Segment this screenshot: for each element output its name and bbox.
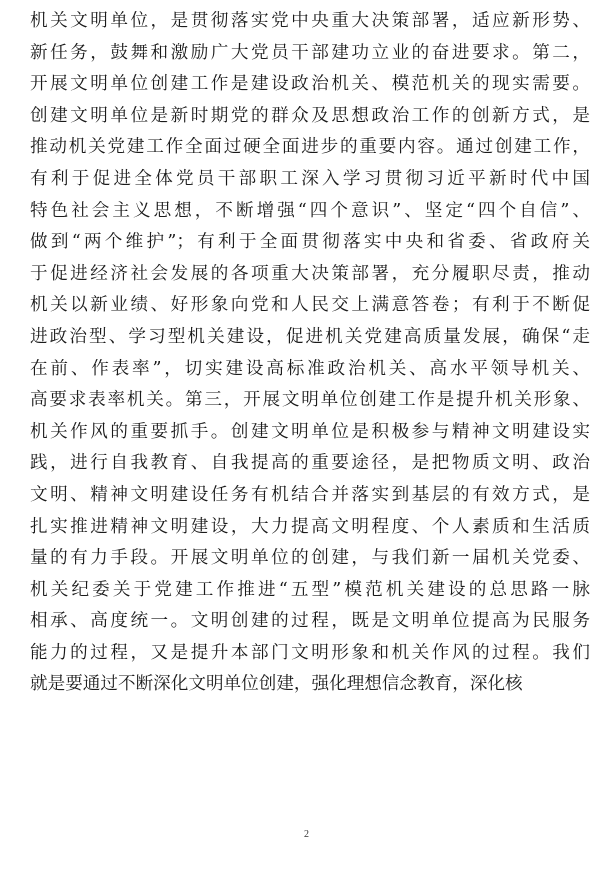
text-line: 有利于促进全体党员干部职工深入学习贯彻习近平新时代中国 (30, 168, 590, 189)
text-line: 机关作风的重要抓手。创建文明单位是积极参与精神文明建设实 (30, 421, 590, 442)
text-line: 于促进经济社会发展的各项重大决策部署，充分履职尽责，推动 (30, 263, 590, 284)
text-line: 就是要通过不断深化文明单位创建，强化理想信念教育，深化核 (30, 674, 523, 695)
text-line: 机关纪委关于党建工作推进“五型”模范机关建设的总思路一脉 (30, 579, 590, 600)
text-line: 特色社会主义思想，不断增强“四个意识”、坚定“四个自信”、 (30, 200, 590, 221)
text-line: 文明、精神文明建设任务有机结合并落实到基层的有效方式，是 (30, 484, 590, 505)
text-line: 高要求表率机关。第三，开展文明单位创建工作是提升机关形象、 (30, 390, 590, 411)
text-line: 量的有力手段。开展文明单位的创建，与我们新一届机关党委、 (30, 548, 590, 569)
text-line: 进政治型、学习型机关建设，促进机关党建高质量发展，确保“走 (30, 326, 590, 347)
text-line: 相承、高度统一。文明创建的过程，既是文明单位提高为民服务 (30, 611, 590, 632)
body-text (30, 6, 590, 701)
text-line: 机关文明单位，是贯彻落实党中央重大决策部署，适应新形势、 (30, 11, 590, 31)
page-number: 2 (304, 829, 309, 840)
text-line: 推动机关党建工作全面过硬全面进步的重要内容。通过创建工作， (30, 137, 590, 158)
text-line: 机关以新业绩、好形象向党和人民交上满意答卷；有利于不断促 (30, 295, 590, 316)
text-line: 在前、作表率”，切实建设高标准政治机关、高水平领导机关、 (30, 358, 590, 379)
text-line: 扎实推进精神文明建设，大力提高文明程度、个人素质和生活质 (30, 516, 590, 537)
text-line: 创建文明单位是新时期党的群众及思想政治工作的创新方式，是 (30, 105, 590, 126)
text-line: 践，进行自我教育、自我提高的重要途径，是把物质文明、政治 (30, 453, 590, 474)
text-line: 新任务，鼓舞和激励广大党员干部建功立业的奋进要求。第二， (30, 42, 590, 63)
text-line: 做到“两个维护”；有利于全面贯彻落实中央和省委、省政府关 (30, 232, 590, 253)
text-line: 能力的过程，又是提升本部门文明形象和机关作风的过程。我们 (30, 642, 590, 663)
text-line: 开展文明单位创建工作是建设政治机关、模范机关的现实需要。 (30, 74, 590, 95)
